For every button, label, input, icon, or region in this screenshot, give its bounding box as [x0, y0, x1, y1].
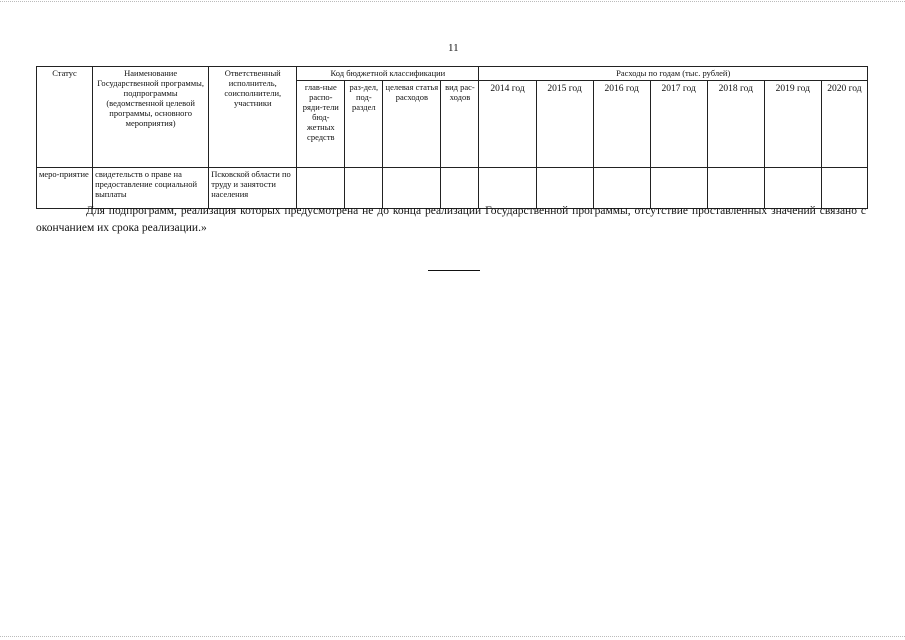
header-expense-type: вид рас-ходов: [441, 81, 479, 168]
header-section: раз-дел, под-раздел: [345, 81, 383, 168]
header-row-1: [37, 67, 868, 81]
header-year-2016: 2016 год: [593, 81, 650, 168]
header-responsible: Ответственный исполнитель, соисполнители, участники: [209, 67, 297, 168]
header-year-2019: 2019 год: [764, 81, 821, 168]
footnote-paragraph: Для подпрограмм, реализация которых предусмотрена не до конца реализации Государственной программы, отсутствие проставленных значений связано с окончанием их срока реализации.»: [36, 205, 866, 234]
header-year-2017: 2017 год: [650, 81, 707, 168]
budget-table: [36, 66, 868, 209]
header-status: Статус: [37, 67, 93, 168]
page-number: 11: [448, 42, 459, 54]
header-year-2014: 2014 год: [479, 81, 536, 168]
header-budget-code: Код бюджетной классификации: [297, 67, 479, 81]
header-name: Наименование Государственной программы, подпрограммы (ведомственной целевой программы, основного мероприятия): [93, 67, 209, 168]
header-year-2015: 2015 год: [536, 81, 593, 168]
cell-responsible: Псковской области по труду и занятости населения: [209, 168, 297, 209]
header-expenses: Расходы по годам (тыс. рублей): [479, 67, 868, 81]
header-target-article: целевая статья расходов: [383, 81, 441, 168]
header-year-2020: 2020 год: [821, 81, 867, 168]
scan-edge-top: [0, 1, 905, 2]
cell-status: меро-приятие: [37, 168, 93, 209]
end-separator-line: [428, 270, 480, 271]
header-main-managers: глав-ные распо-ряди-тели бюд-жетных средств: [297, 81, 345, 168]
header-year-2018: 2018 год: [707, 81, 764, 168]
scan-edge-bottom: [0, 636, 905, 637]
cell-name: свидетельств о праве на предоставление социальной выплаты: [93, 168, 209, 209]
